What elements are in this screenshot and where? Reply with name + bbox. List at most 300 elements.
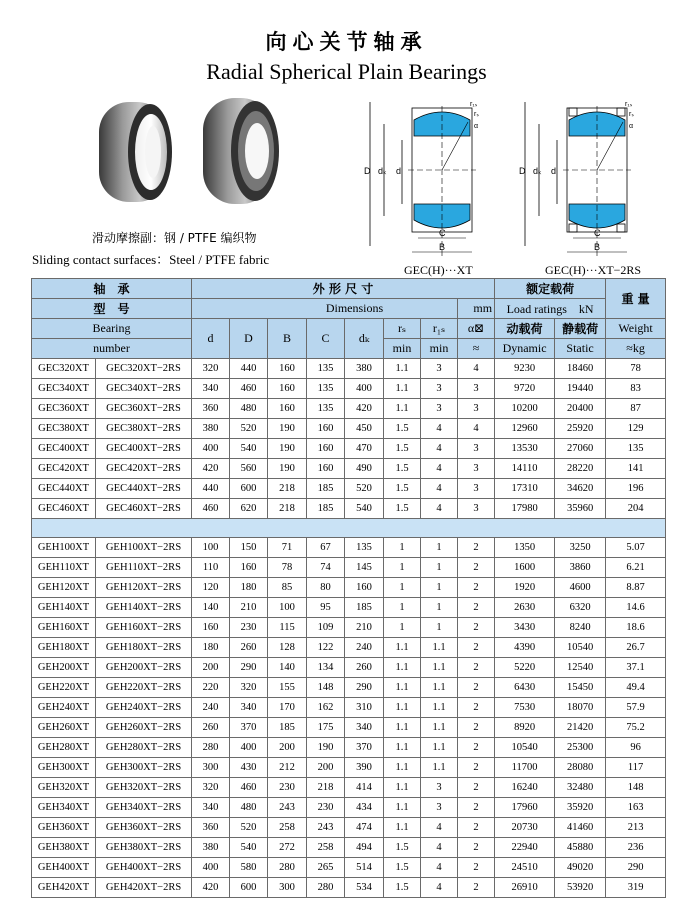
header-load-cn: 额定载荷 xyxy=(495,279,606,299)
table-cell: 163 xyxy=(606,798,666,818)
drawing-2rs-rs: rₛ xyxy=(629,111,634,118)
table-cell: GEH300XT−2RS xyxy=(96,758,192,778)
header-weight-unit: ≈kg xyxy=(606,339,666,359)
table-cell: 450 xyxy=(345,419,384,439)
table-cell: 170 xyxy=(268,698,307,718)
table-cell: 18460 xyxy=(555,359,606,379)
table-cell: 20730 xyxy=(495,818,555,838)
table-cell: 2 xyxy=(458,798,495,818)
table-cell: 160 xyxy=(192,618,230,638)
table-cell: GEH200XT xyxy=(32,658,96,678)
table-cell: 1.5 xyxy=(384,459,421,479)
table-cell: 480 xyxy=(230,798,268,818)
table-cell: 600 xyxy=(230,878,268,898)
table-cell: 96 xyxy=(606,738,666,758)
table-cell: 3 xyxy=(421,399,458,419)
table-cell: 290 xyxy=(345,678,384,698)
table-cell: GEH420XT−2RS xyxy=(96,878,192,898)
table-cell: 1.5 xyxy=(384,419,421,439)
table-cell: GEH280XT−2RS xyxy=(96,738,192,758)
header-weight-cn: 重 量 xyxy=(606,279,666,319)
table-cell: 3 xyxy=(458,459,495,479)
drawing-xt-B: B xyxy=(439,242,446,252)
table-cell: 4 xyxy=(421,838,458,858)
table-cell: 2 xyxy=(458,698,495,718)
table-cell: 128 xyxy=(268,638,307,658)
table-cell: 71 xyxy=(268,538,307,558)
table-cell: 514 xyxy=(345,858,384,878)
table-row xyxy=(32,598,666,618)
table-cell: 67 xyxy=(307,538,345,558)
table-cell: 2 xyxy=(458,598,495,618)
table-cell: GEH100XT−2RS xyxy=(96,538,192,558)
table-cell: 3250 xyxy=(555,538,606,558)
table-cell: 129 xyxy=(606,419,666,439)
table-cell: GEH400XT−2RS xyxy=(96,858,192,878)
table-cell: 196 xyxy=(606,479,666,499)
table-cell: GEH100XT xyxy=(32,538,96,558)
table-cell: 4 xyxy=(421,419,458,439)
header-bearing-en-1: Bearing xyxy=(32,319,192,339)
table-cell: 10540 xyxy=(495,738,555,758)
table-cell: 1 xyxy=(421,578,458,598)
header-min-2: min xyxy=(421,339,458,359)
table-cell: 3 xyxy=(421,778,458,798)
drawing-xt xyxy=(362,96,492,264)
header-col-dk: dₖ xyxy=(345,319,384,359)
table-cell: 390 xyxy=(345,758,384,778)
drawing-xt-r1s: r₁ₛ xyxy=(470,101,478,108)
table-cell: 360 xyxy=(192,399,230,419)
table-cell: 9230 xyxy=(495,359,555,379)
table-row xyxy=(32,638,666,658)
table-cell: 204 xyxy=(606,499,666,519)
table-cell: 140 xyxy=(192,598,230,618)
table-cell: 1.1 xyxy=(421,678,458,698)
table-cell: 1.5 xyxy=(384,838,421,858)
table-cell: 162 xyxy=(307,698,345,718)
table-cell: 265 xyxy=(307,858,345,878)
table-cell: GEC400XT xyxy=(32,439,96,459)
table-cell: 185 xyxy=(307,479,345,499)
table-cell: 580 xyxy=(230,858,268,878)
table-cell: 280 xyxy=(307,878,345,898)
table-cell: 160 xyxy=(345,578,384,598)
table-cell: 18070 xyxy=(555,698,606,718)
table-cell: 434 xyxy=(345,798,384,818)
header-col-B: B xyxy=(268,319,307,359)
table-cell: 1.5 xyxy=(384,439,421,459)
table-cell: 1350 xyxy=(495,538,555,558)
table-cell: 474 xyxy=(345,818,384,838)
table-cell: GEH260XT−2RS xyxy=(96,718,192,738)
table-cell: GEH110XT−2RS xyxy=(96,558,192,578)
table-cell: 135 xyxy=(307,379,345,399)
table-cell: 1.1 xyxy=(421,738,458,758)
table-cell: GEH160XT−2RS xyxy=(96,618,192,638)
table-cell: GEC400XT−2RS xyxy=(96,439,192,459)
table-cell: 2 xyxy=(458,578,495,598)
table-cell: 1.1 xyxy=(384,638,421,658)
table-cell: GEC320XT−2RS xyxy=(96,359,192,379)
table-cell: GEH360XT xyxy=(32,818,96,838)
table-cell: 140 xyxy=(268,658,307,678)
table-cell: 210 xyxy=(230,598,268,618)
table-cell: 135 xyxy=(606,439,666,459)
table-cell: 14.6 xyxy=(606,598,666,618)
table-cell: 1.1 xyxy=(421,658,458,678)
table-cell: GEH140XT−2RS xyxy=(96,598,192,618)
table-cell: 78 xyxy=(268,558,307,578)
table-cell: 49.4 xyxy=(606,678,666,698)
table-cell: 1 xyxy=(384,618,421,638)
table-cell: 236 xyxy=(606,838,666,858)
table-cell: 460 xyxy=(192,499,230,519)
table-cell: 35920 xyxy=(555,798,606,818)
table-row xyxy=(32,459,666,479)
table-row xyxy=(32,538,666,558)
table-cell: 320 xyxy=(192,359,230,379)
table-row xyxy=(32,658,666,678)
table-cell: 1 xyxy=(421,618,458,638)
table-cell: 5220 xyxy=(495,658,555,678)
table-cell: 520 xyxy=(230,818,268,838)
table-cell: 57.9 xyxy=(606,698,666,718)
table-cell: 34620 xyxy=(555,479,606,499)
table-cell: 260 xyxy=(345,658,384,678)
table-cell: 534 xyxy=(345,878,384,898)
drawing-xt-2rs-label: GEC(H)···XT−2RS xyxy=(545,263,642,277)
table-cell: 1.1 xyxy=(384,678,421,698)
table-cell: GEC420XT−2RS xyxy=(96,459,192,479)
table-cell: GEC340XT xyxy=(32,379,96,399)
table-row xyxy=(32,618,666,638)
table-cell: 13530 xyxy=(495,439,555,459)
table-cell: GEC380XT xyxy=(32,419,96,439)
table-cell: 1.1 xyxy=(384,718,421,738)
table-cell: 20400 xyxy=(555,399,606,419)
table-cell: 3 xyxy=(458,379,495,399)
table-cell: 155 xyxy=(268,678,307,698)
table-cell: 1.1 xyxy=(384,698,421,718)
table-cell: 12540 xyxy=(555,658,606,678)
drawing-xt-D: D xyxy=(364,166,371,176)
table-cell: 2 xyxy=(458,818,495,838)
table-row xyxy=(32,818,666,838)
table-cell: 1.5 xyxy=(384,479,421,499)
header-dynamic-cn: 动载荷 xyxy=(495,319,555,339)
table-cell: 1 xyxy=(384,598,421,618)
header-col-alpha: α⊠ xyxy=(458,319,495,339)
drawing-xt-alpha: α xyxy=(474,123,479,130)
table-cell: 320 xyxy=(192,778,230,798)
table-cell: 22940 xyxy=(495,838,555,858)
table-cell: 150 xyxy=(230,538,268,558)
table-cell: 120 xyxy=(192,578,230,598)
table-cell: 1 xyxy=(384,558,421,578)
drawing-xt-rs: rₛ xyxy=(474,111,479,118)
bearing-photo-1 xyxy=(99,102,172,202)
table-cell: 560 xyxy=(230,459,268,479)
table-cell: 2 xyxy=(458,678,495,698)
table-cell: 380 xyxy=(192,419,230,439)
page-title-en: Radial Spherical Plain Bearings xyxy=(206,59,487,84)
table-row xyxy=(32,439,666,459)
table-cell: 3 xyxy=(421,359,458,379)
header-col-C: C xyxy=(307,319,345,359)
table-cell: 26.7 xyxy=(606,638,666,658)
table-cell: GEH320XT xyxy=(32,778,96,798)
table-cell: 243 xyxy=(268,798,307,818)
header-bearing-en-2: number xyxy=(32,339,192,359)
table-cell: 1.1 xyxy=(384,798,421,818)
table-cell: 180 xyxy=(192,638,230,658)
table-cell: 3 xyxy=(421,798,458,818)
table-cell: 272 xyxy=(268,838,307,858)
table-cell: 24510 xyxy=(495,858,555,878)
table-cell: 9720 xyxy=(495,379,555,399)
drawing-2rs-D: D xyxy=(519,166,526,176)
table-cell: GEH160XT xyxy=(32,618,96,638)
table-cell: 2630 xyxy=(495,598,555,618)
table-cell: 2 xyxy=(458,558,495,578)
table-cell: 117 xyxy=(606,758,666,778)
table-cell: 210 xyxy=(345,618,384,638)
table-cell: 414 xyxy=(345,778,384,798)
table-cell: 83 xyxy=(606,379,666,399)
table-cell: 1.1 xyxy=(384,359,421,379)
table-cell: 1.5 xyxy=(384,878,421,898)
table-cell: 1.1 xyxy=(384,818,421,838)
table-cell: GEH110XT xyxy=(32,558,96,578)
table-cell: 400 xyxy=(345,379,384,399)
table-cell: 6320 xyxy=(555,598,606,618)
table-cell: 4 xyxy=(421,459,458,479)
table-cell: 2 xyxy=(458,738,495,758)
table-cell: 100 xyxy=(192,538,230,558)
drawing-2rs-alpha: α xyxy=(629,123,634,130)
table-cell: 14110 xyxy=(495,459,555,479)
table-cell: 25300 xyxy=(555,738,606,758)
table-cell: 494 xyxy=(345,838,384,858)
table-cell: 370 xyxy=(230,718,268,738)
table-cell: 15450 xyxy=(555,678,606,698)
table-cell: 190 xyxy=(268,419,307,439)
table-cell: GEH180XT xyxy=(32,638,96,658)
table-cell: 190 xyxy=(307,738,345,758)
drawing-xt-label: GEC(H)···XT xyxy=(404,263,473,277)
table-cell: 185 xyxy=(268,718,307,738)
table-cell: 540 xyxy=(345,499,384,519)
table-cell: 319 xyxy=(606,878,666,898)
table-cell: 1 xyxy=(384,578,421,598)
header-col-d: d xyxy=(192,319,230,359)
table-cell: GEC360XT xyxy=(32,399,96,419)
table-cell: 5.07 xyxy=(606,538,666,558)
table-cell: 4600 xyxy=(555,578,606,598)
table-cell: 213 xyxy=(606,818,666,838)
table-cell: GEH340XT−2RS xyxy=(96,798,192,818)
table-cell: 370 xyxy=(345,738,384,758)
table-cell: 1 xyxy=(384,538,421,558)
table-cell: 134 xyxy=(307,658,345,678)
table-cell: 260 xyxy=(192,718,230,738)
table-cell: 4 xyxy=(458,359,495,379)
table-cell: 6430 xyxy=(495,678,555,698)
table-cell: 27060 xyxy=(555,439,606,459)
table-cell: 520 xyxy=(345,479,384,499)
table-cell: GEH120XT−2RS xyxy=(96,578,192,598)
table-cell: 218 xyxy=(268,479,307,499)
table-cell: 4 xyxy=(421,858,458,878)
surfaces-en: Sliding contact surfaces：Steel / PTFE fabric xyxy=(32,252,270,267)
table-cell: 260 xyxy=(230,638,268,658)
table-row xyxy=(32,379,666,399)
drawing-xt-2rs xyxy=(517,96,647,264)
table-cell: 3860 xyxy=(555,558,606,578)
table-cell: GEH380XT−2RS xyxy=(96,838,192,858)
drawing-2rs-dk: dₖ xyxy=(533,166,542,176)
table-cell: 310 xyxy=(345,698,384,718)
table-cell: 240 xyxy=(192,698,230,718)
table-cell: 160 xyxy=(230,558,268,578)
table-cell: 8240 xyxy=(555,618,606,638)
table-cell: 1.5 xyxy=(384,858,421,878)
drawing-2rs-B: B xyxy=(594,242,601,252)
table-cell: 35960 xyxy=(555,499,606,519)
table-cell: 190 xyxy=(268,459,307,479)
table-cell: 1.1 xyxy=(384,738,421,758)
table-cell: 53920 xyxy=(555,878,606,898)
table-cell: 290 xyxy=(606,858,666,878)
table-cell: GEC320XT xyxy=(32,359,96,379)
header-load-en: Load ratings kN xyxy=(495,299,606,319)
drawing-2rs-d: d xyxy=(551,166,557,176)
table-cell: 109 xyxy=(307,618,345,638)
table-cell: 220 xyxy=(192,678,230,698)
table-cell: 32480 xyxy=(555,778,606,798)
table-cell: GEH400XT xyxy=(32,858,96,878)
table-cell: 80 xyxy=(307,578,345,598)
table-cell: 400 xyxy=(192,858,230,878)
table-cell: 185 xyxy=(307,499,345,519)
header-dims-unit: mm xyxy=(458,299,495,319)
drawing-xt-C: C xyxy=(439,228,446,238)
table-cell: 175 xyxy=(307,718,345,738)
bearing-photos xyxy=(95,92,295,212)
table-cell: 135 xyxy=(345,538,384,558)
table-cell: 160 xyxy=(307,439,345,459)
table-cell: 74 xyxy=(307,558,345,578)
table-cell: 180 xyxy=(230,578,268,598)
table-row xyxy=(32,359,666,379)
table-cell: 26910 xyxy=(495,878,555,898)
table-cell: 1600 xyxy=(495,558,555,578)
table-cell: 243 xyxy=(307,818,345,838)
header-col-rs: rₛ xyxy=(384,319,421,339)
table-cell: 160 xyxy=(307,419,345,439)
table-cell: 160 xyxy=(268,399,307,419)
table-cell: 1.1 xyxy=(384,778,421,798)
table-cell: 100 xyxy=(268,598,307,618)
table-cell: 258 xyxy=(268,818,307,838)
table-cell: 4 xyxy=(421,878,458,898)
table-cell: 21420 xyxy=(555,718,606,738)
table-cell: 200 xyxy=(268,738,307,758)
header-dynamic-en: Dynamic xyxy=(495,339,555,359)
table-row xyxy=(32,718,666,738)
header-min-1: min xyxy=(384,339,421,359)
table-cell: 3430 xyxy=(495,618,555,638)
geh-rows xyxy=(32,538,666,898)
table-cell: 3 xyxy=(458,439,495,459)
table-cell: GEC380XT−2RS xyxy=(96,419,192,439)
table-cell: 8.87 xyxy=(606,578,666,598)
table-row xyxy=(32,698,666,718)
table-cell: 17960 xyxy=(495,798,555,818)
table-cell: 430 xyxy=(230,758,268,778)
table-row xyxy=(32,479,666,499)
table-cell: 340 xyxy=(192,379,230,399)
table-cell: GEH300XT xyxy=(32,758,96,778)
table-cell: 1.1 xyxy=(421,698,458,718)
table-cell: 148 xyxy=(307,678,345,698)
table-cell: 4 xyxy=(421,818,458,838)
table-cell: GEH220XT−2RS xyxy=(96,678,192,698)
table-cell: 17310 xyxy=(495,479,555,499)
table-cell: 6.21 xyxy=(606,558,666,578)
table-cell: 2 xyxy=(458,838,495,858)
table-row xyxy=(32,858,666,878)
table-cell: 25920 xyxy=(555,419,606,439)
surfaces-cn: 滑动摩擦副：钢 / PTFE 编织物 xyxy=(92,231,257,245)
table-cell: 520 xyxy=(230,419,268,439)
table-cell: 10540 xyxy=(555,638,606,658)
page-title-cn: 向心关节轴承 xyxy=(265,30,428,54)
header-bearing-cn-2: 型 号 xyxy=(32,299,192,319)
table-cell: GEC460XT xyxy=(32,499,96,519)
table-cell: 420 xyxy=(192,459,230,479)
table-cell: 75.2 xyxy=(606,718,666,738)
table-cell: 360 xyxy=(192,818,230,838)
table-cell: GEH320XT−2RS xyxy=(96,778,192,798)
table-cell: 2 xyxy=(458,618,495,638)
table-cell: 95 xyxy=(307,598,345,618)
table-cell: 1.1 xyxy=(384,379,421,399)
table-cell: 620 xyxy=(230,499,268,519)
table-cell: 1.1 xyxy=(421,758,458,778)
table-cell: GEC340XT−2RS xyxy=(96,379,192,399)
table-cell: GEC420XT xyxy=(32,459,96,479)
table-cell: 160 xyxy=(268,379,307,399)
table-cell: GEH280XT xyxy=(32,738,96,758)
table-cell: 2 xyxy=(458,858,495,878)
table-cell: 420 xyxy=(192,878,230,898)
header-static-cn: 静载荷 xyxy=(555,319,606,339)
table-cell: 45880 xyxy=(555,838,606,858)
gec-rows xyxy=(32,359,666,519)
header-bearing-cn-1: 轴 承 xyxy=(32,279,192,299)
table-cell: 340 xyxy=(192,798,230,818)
table-row xyxy=(32,678,666,698)
bearing-spec-table xyxy=(31,278,666,898)
table-cell: 258 xyxy=(307,838,345,858)
table-cell: GEH360XT−2RS xyxy=(96,818,192,838)
table-cell: 460 xyxy=(230,379,268,399)
table-cell: 1.1 xyxy=(384,399,421,419)
table-cell: 28080 xyxy=(555,758,606,778)
table-row xyxy=(32,778,666,798)
